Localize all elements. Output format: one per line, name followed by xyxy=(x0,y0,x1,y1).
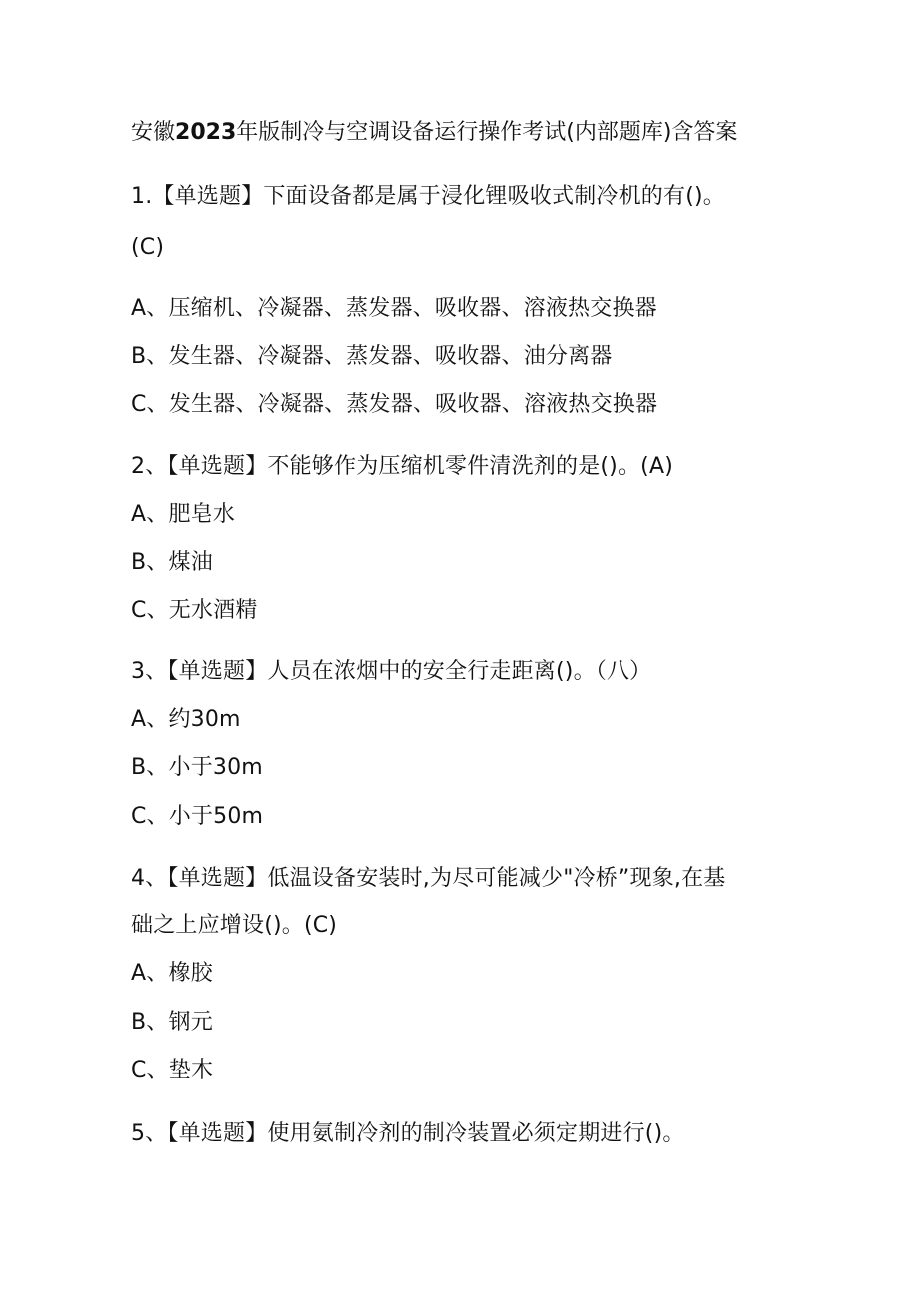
question-2-option-c: C、无水酒精 xyxy=(131,598,258,623)
title-suffix: 年版制冷与空调设备运行操作考试(内部题库)含答案 xyxy=(236,120,738,145)
document-title xyxy=(131,118,737,148)
question-3-option-b: B、小于30m xyxy=(131,755,263,780)
question-2-option-b: B、煤油 xyxy=(131,550,213,575)
question-4-text-continued: 础之上应增设()。(C) xyxy=(131,913,338,938)
question-5-text: 5、【单选题】使用氨制冷剂的制冷装置必须定期进行()。 xyxy=(131,1121,685,1146)
question-1-text: 1.【单选题】下面设备都是属于浸化锂吸收式制冷机的有()。 xyxy=(131,184,725,209)
title-prefix: 安徽 xyxy=(131,120,176,145)
question-4-option-b: B、钢元 xyxy=(131,1010,213,1035)
question-3-option-a: A、约30m xyxy=(131,707,241,732)
question-2-option-a: A、肥皂水 xyxy=(131,502,236,527)
title-year: 2023 xyxy=(175,120,237,145)
question-1-option-c: C、发生器、冷凝器、蒸发器、吸收器、溶液热交换器 xyxy=(131,392,658,417)
question-1-option-b: B、发生器、冷凝器、蒸发器、吸收器、油分离器 xyxy=(131,344,613,369)
question-3-option-c: C、小于50m xyxy=(131,804,264,829)
question-4-option-a: A、橡胶 xyxy=(131,961,213,986)
question-4-option-c: C、垫木 xyxy=(131,1058,214,1083)
question-2-text: 2、【单选题】不能够作为压缩机零件清洗剂的是()。(A) xyxy=(131,454,673,479)
question-1-answer: (C) xyxy=(131,235,165,260)
question-4-text: 4、【单选题】低温设备安装时,为尽可能减少"冷桥”现象,在基 xyxy=(131,866,726,891)
question-1-option-a: A、压缩机、冷凝器、蒸发器、吸收器、溶液热交换器 xyxy=(131,296,657,321)
question-3-text: 3、【单选题】人员在浓烟中的安全行走距离()。（八） xyxy=(131,659,652,684)
